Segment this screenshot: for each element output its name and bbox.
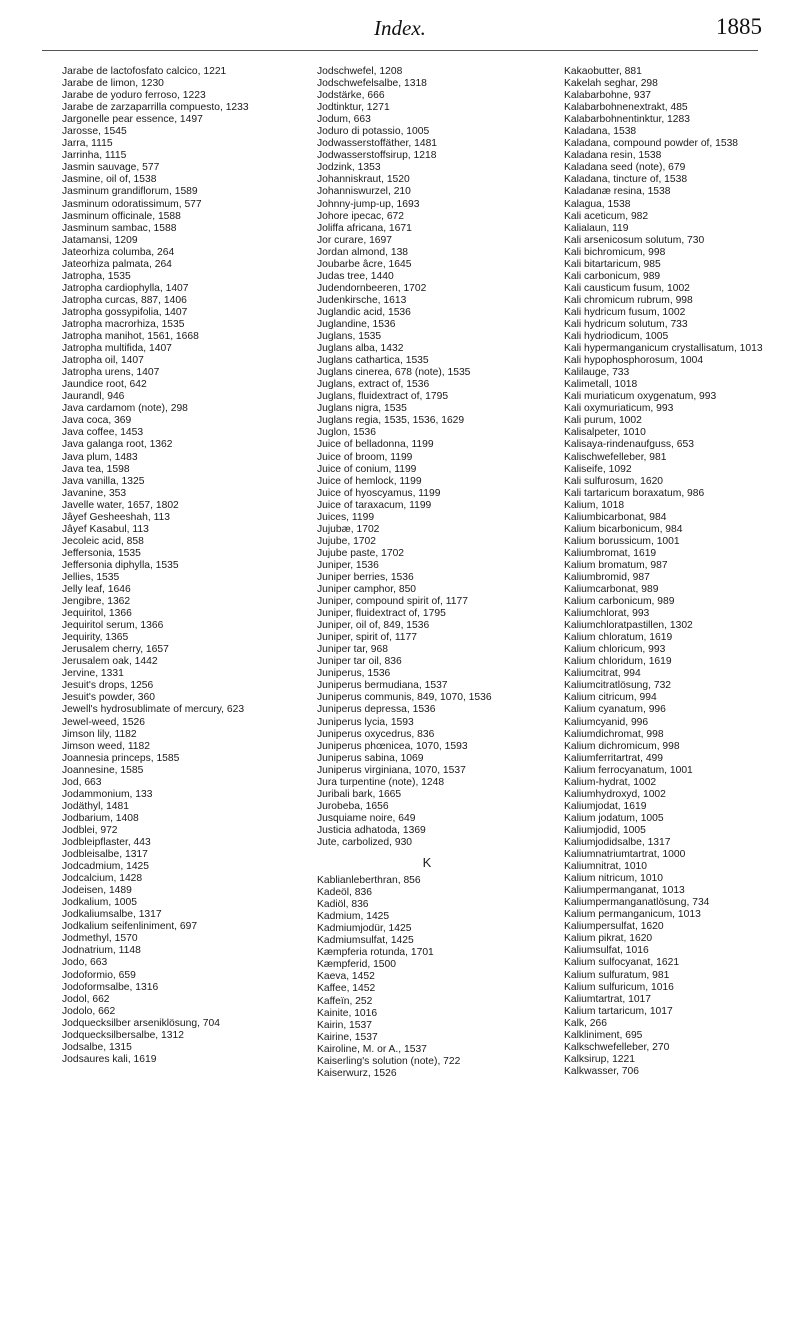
index-entry: Kali purum, 1002 (564, 415, 642, 427)
index-entry: Jasminum grandiflorum, 1589 (62, 186, 198, 198)
index-entry: Justicia adhatoda, 1369 (317, 824, 426, 836)
index-entry: Jasminum officinale, 1588 (62, 210, 181, 222)
index-entry: Jeffersonia, 1535 (62, 547, 141, 559)
index-entry: Jasmine, oil of, 1538 (62, 174, 157, 186)
index-entry: Jarabe de yoduro ferroso, 1223 (62, 90, 206, 102)
page-number: 1885 (716, 14, 762, 39)
index-entry: Kali sulfurosum, 1620 (564, 475, 664, 487)
index-entry: Kalisalpeter, 1010 (564, 427, 646, 439)
index-entry: Java galanga root, 1362 (62, 439, 173, 451)
index-entry: Jute, carbolized, 930 (317, 837, 413, 848)
index-entry: Jarra, 1115 (62, 138, 113, 150)
index-entry: Jatropha multifida, 1407 (62, 343, 172, 355)
index-entry: Jodbleipflaster, 443 (62, 837, 151, 848)
index-entry: Joduro di potassio, 1005 (317, 126, 430, 138)
index-entry: Johore ipecac, 672 (317, 210, 405, 222)
index-entry: Jodoformio, 659 (62, 969, 136, 981)
index-entry: Kalagua, 1538 (564, 198, 631, 210)
index-entry: Juniper, fluidextract of, 1795 (317, 608, 446, 620)
index-entry: Juice of belladonna, 1199 (317, 439, 434, 451)
index-entry: Kali carbonicum, 989 (564, 270, 661, 282)
index-entry: Juglandine, 1536 (317, 318, 396, 330)
index-entry: Jodschwefelsalbe, 1318 (317, 78, 427, 90)
index-entry: Jecoleic acid, 858 (62, 535, 144, 547)
index-entry: Kali chromicum rubrum, 998 (564, 294, 693, 306)
index-entry: Jodquecksilber arseniklösung, 704 (62, 1017, 220, 1029)
index-entry: Juniperus phœnicea, 1070, 1593 (317, 740, 468, 752)
index-entry: Jarabe de lactofosfato calcico, 1221 (62, 66, 227, 77)
index-entry: Kalium sulfocyanat, 1621 (564, 957, 680, 969)
index-entry: Kakaobutter, 881 (564, 66, 642, 77)
index-entry: Kalkliniment, 695 (564, 1029, 643, 1041)
index-entry: Jodbleisalbe, 1317 (62, 849, 148, 861)
index-entry: Kali causticum fusum, 1002 (564, 282, 690, 294)
index-column-3 (564, 66, 796, 1078)
index-entry: Jodcadmium, 1425 (62, 861, 150, 873)
running-title: Index. (374, 16, 426, 40)
index-entry: Jatropha cardiophylla, 1407 (62, 282, 189, 294)
index-entry: Jimson weed, 1182 (62, 740, 150, 752)
index-entry: Juglandic acid, 1536 (317, 306, 411, 318)
index-entry: Juice of hyoscyamus, 1199 (317, 487, 441, 499)
index-entry: Kaliumchloratpastillen, 1302 (564, 620, 693, 632)
index-entry: Juniper berries, 1536 (317, 571, 414, 583)
index-entry: Jurobeba, 1656 (317, 800, 389, 812)
index-entry: Kaladanæ resina, 1538 (564, 186, 671, 198)
index-entry: Jatropha urens, 1407 (62, 367, 160, 379)
index-entry: Kaliumcyanid, 996 (564, 716, 649, 728)
index-entry: Kainite, 1016 (317, 1007, 378, 1019)
index-entry: Judas tree, 1440 (317, 270, 394, 282)
index-entry: Jodeisen, 1489 (62, 885, 132, 897)
index-entry: Jatropha macrorhiza, 1535 (62, 318, 185, 330)
index-entry: Juice of hemlock, 1199 (317, 475, 422, 487)
index-entry: Juglans, extract of, 1536 (317, 379, 430, 391)
index-entry: Jodnatrium, 1148 (62, 945, 141, 957)
index-entry: Juices, 1199 (317, 511, 375, 523)
index-entry: Juniperus, 1536 (317, 668, 391, 680)
index-entry: Juniper, compound spirit of, 1177 (317, 596, 468, 608)
index-entry: Judendornbeeren, 1702 (317, 282, 427, 294)
index-entry: Jodo, 663 (62, 957, 108, 969)
index-entry: Jequiritol, 1366 (62, 608, 132, 620)
index-entry: Kaiserling's solution (note), 722 (317, 1055, 461, 1067)
index-entry: Jarabe de zarzaparrilla compuesto, 1233 (62, 102, 249, 114)
index-entry: Kali hydriodicum, 1005 (564, 331, 669, 343)
page-header (0, 0, 800, 60)
index-entry: Kaliumtartrat, 1017 (564, 993, 651, 1005)
index-entry: Jodwasserstoffsirup, 1218 (317, 150, 437, 162)
index-entry: Jodquecksilbersalbe, 1312 (62, 1029, 184, 1041)
index-entry: Kaiserwurz, 1526 (317, 1067, 397, 1079)
index-entry: Kaliumjodid, 1005 (564, 824, 646, 836)
index-entry: Jod, 663 (62, 776, 102, 788)
index-entry: Kaliumpermanganat, 1013 (564, 885, 685, 897)
index-entry: Jâyef Kasabul, 113 (62, 523, 149, 535)
index-entry: Juribali bark, 1665 (317, 788, 402, 800)
index-entry: Jasminum sambac, 1588 (62, 222, 177, 234)
index-entry: Kaliumpersulfat, 1620 (564, 921, 664, 933)
index-entry: Juglans cathartica, 1535 (317, 355, 429, 367)
index-entry: Jatropha manihot, 1561, 1668 (62, 331, 199, 343)
index-entry: Kali hypophosphorosum, 1004 (564, 355, 704, 367)
index-entry: Jodkalium seifenliniment, 697 (62, 921, 198, 933)
index-entry: Joubarbe âcre, 1645 (317, 258, 412, 270)
index-entry: Jusquiame noire, 649 (317, 812, 416, 824)
index-entry: Jodcalcium, 1428 (62, 873, 143, 885)
index-column-1 (62, 66, 282, 1066)
index-entry: Jelly leaf, 1646 (62, 584, 131, 596)
index-entry: Kalischwefelleber, 981 (564, 451, 667, 463)
index-entry: Juniper tar oil, 836 (317, 656, 402, 668)
index-entry: Kali aceticum, 982 (564, 210, 649, 222)
index-entry: Java cardamom (note), 298 (62, 403, 188, 415)
index-entry: Jengibre, 1362 (62, 596, 131, 608)
index-entry: Juglans nigra, 1535 (317, 403, 407, 415)
index-entry: Juice of taraxacum, 1199 (317, 499, 432, 511)
index-entry: Juniperus bermudiana, 1537 (317, 680, 448, 692)
index-entry: Joannesia princeps, 1585 (62, 752, 180, 764)
index-entry: Kali hydricum fusum, 1002 (564, 306, 686, 318)
index-entry: Kalkschwefelleber, 270 (564, 1041, 670, 1053)
index-entry: Jodsalbe, 1315 (62, 1041, 132, 1053)
index-entry: Kaladana resin, 1538 (564, 150, 662, 162)
index-entry: Kaffeïn, 252 (317, 995, 373, 1007)
index-entry: Juniperus virginiana, 1070, 1537 (317, 764, 466, 776)
index-entry: Jatropha gossypifolia, 1407 (62, 306, 188, 318)
index-entry: Jatamansi, 1209 (62, 234, 138, 246)
index-entry: Kalium bicarbonicum, 984 (564, 523, 683, 535)
header-rule (42, 50, 758, 51)
index-entry: Jodäthyl, 1481 (62, 800, 129, 812)
index-entry: Kaliumchlorat, 993 (564, 608, 650, 620)
index-entry: Kalium jodatum, 1005 (564, 812, 664, 824)
index-entry: Kaliumjodidsalbe, 1317 (564, 837, 671, 848)
index-entry: Kairin, 1537 (317, 1019, 372, 1031)
index-entry: Jarosse, 1545 (62, 126, 127, 138)
index-entry: Kali hypermanganicum crystallisatum, 1013 (564, 343, 763, 355)
index-entry: Kadmium, 1425 (317, 911, 390, 923)
index-entry: Jodwasserstoffäther, 1481 (317, 138, 438, 150)
index-entry: Juglans, 1535 (317, 331, 382, 343)
index-entry: Kaliumdichromat, 998 (564, 728, 664, 740)
index-entry: Kaladana, tincture of, 1538 (564, 174, 688, 186)
index-entry: Kalabarbohnenextrakt, 485 (564, 102, 688, 114)
index-entry: Kali bichromicum, 998 (564, 246, 666, 258)
index-entry: Jodol, 662 (62, 993, 110, 1005)
index-entry: Jervine, 1331 (62, 668, 124, 680)
index-entry: Jatropha curcas, 887, 1406 (62, 294, 187, 306)
index-entry: Juniperus sabina, 1069 (317, 752, 424, 764)
index-entry: Kalium carbonicum, 989 (564, 596, 675, 608)
index-entry: Jodoformsalbe, 1316 (62, 981, 159, 993)
index-entry: Kadmiumjodür, 1425 (317, 923, 412, 935)
index-entry: Kalium bromatum, 987 (564, 559, 668, 571)
index-entry: Kaliumcitratlösung, 732 (564, 680, 672, 692)
index-entry: Juniper, spirit of, 1177 (317, 632, 417, 644)
index-entry: Jatropha oil, 1407 (62, 355, 144, 367)
index-entry: Juice of conium, 1199 (317, 463, 417, 475)
index-entry: Juniper, oil of, 849, 1536 (317, 620, 430, 632)
index-entry: Kali muriaticum oxygenatum, 993 (564, 391, 717, 403)
index-entry: Kalium sulfuratum, 981 (564, 969, 670, 981)
index-entry: Kalium chloridum, 1619 (564, 656, 672, 668)
index-entry: Kairoline, M. or A., 1537 (317, 1043, 427, 1055)
index-entry: Jasmin sauvage, 577 (62, 162, 160, 174)
index-entry: Jordan almond, 138 (317, 246, 409, 258)
index-entry: Jesuit's drops, 1256 (62, 680, 154, 692)
index-entry: Jargonelle pear essence, 1497 (62, 114, 203, 126)
index-entry: Jewel-weed, 1526 (62, 716, 145, 728)
index-entry: Jequirity, 1365 (62, 632, 129, 644)
index-entry: Java plum, 1483 (62, 451, 138, 463)
index-entry: Java tea, 1598 (62, 463, 130, 475)
index-entry: Kalilauge, 733 (564, 367, 630, 379)
index-entry: Jodolo, 662 (62, 1005, 116, 1017)
index-entry: Kalk, 266 (564, 1017, 607, 1029)
index-entry: Jellies, 1535 (62, 571, 120, 583)
index-entry: Kaliumbromat, 1619 (564, 547, 657, 559)
index-entry: Kalium borussicum, 1001 (564, 535, 680, 547)
index-entry: Kali hydricum solutum, 733 (564, 318, 688, 330)
index-entry: Kalium citricum, 994 (564, 692, 657, 704)
index-entry: Kaliumferritartrat, 499 (564, 752, 664, 764)
index-entry: Kablianleberthran, 856 (317, 875, 421, 887)
index-entry: Jeffersonia diphylla, 1535 (62, 559, 179, 571)
index-entry: Kalium chloricum, 993 (564, 644, 666, 656)
index-entry: Jujube paste, 1702 (317, 547, 405, 559)
index-entry: Kalabarbohnentinktur, 1283 (564, 114, 690, 126)
index-entry: Java vanilla, 1325 (62, 475, 145, 487)
index-entry: Jodkalium, 1005 (62, 897, 137, 909)
index-entry: Java coffee, 1453 (62, 427, 144, 439)
index-entry: Kalium chloratum, 1619 (564, 632, 673, 644)
index-entry: Kadeöl, 836 (317, 887, 372, 899)
index-entry: Kalium, 1018 (564, 499, 625, 511)
index-column-2 (317, 66, 537, 1080)
index-entry: Juniper camphor, 850 (317, 584, 417, 596)
index-entry: Kalksirup, 1221 (564, 1053, 635, 1065)
index-entry: Jarrinha, 1115 (62, 150, 127, 162)
index-entry: Kadmiumsulfat, 1425 (317, 935, 414, 947)
index-entry: Jaurandl, 946 (62, 391, 125, 403)
index-entry: Kaliumnitrat, 1010 (564, 861, 647, 873)
index-entry: Johanniswurzel, 210 (317, 186, 411, 198)
index-entry: Kalium permanganicum, 1013 (564, 909, 701, 921)
index-entry: Jodstärke, 666 (317, 90, 385, 102)
index-entry: Juglans alba, 1432 (317, 343, 404, 355)
index-entry: Kali oxymuriaticum, 993 (564, 403, 674, 415)
index-entry: Jujube, 1702 (317, 535, 376, 547)
index-entry: Kalium-hydrat, 1002 (564, 776, 657, 788)
index-entry: Kalium pikrat, 1620 (564, 933, 653, 945)
index-entry: Kadiöl, 836 (317, 899, 369, 911)
index-entry: Kaliumbicarbonat, 984 (564, 511, 667, 523)
index-entry: Johnny-jump-up, 1693 (317, 198, 420, 210)
index-entry: Kaliumcitrat, 994 (564, 668, 641, 680)
index-entry: Joannesine, 1585 (62, 764, 144, 776)
index-entry: Juniper, 1536 (317, 559, 379, 571)
index-entry: Kaliumsulfat, 1016 (564, 945, 649, 957)
index-entry: Jodammonium, 133 (62, 788, 153, 800)
index-entry: Juglans, fluidextract of, 1795 (317, 391, 449, 403)
index-entry: Kaliumpermanganatlösung, 734 (564, 897, 710, 909)
index-entry: Kalium dichromicum, 998 (564, 740, 680, 752)
index-entry: Jimson lily, 1182 (62, 728, 137, 740)
index-entry: Judenkirsche, 1613 (317, 294, 407, 306)
index-entry: Kæmpferid, 1500 (317, 959, 396, 971)
index-entry: Johanniskraut, 1520 (317, 174, 410, 186)
index-entry: Kæmpferia rotunda, 1701 (317, 947, 434, 959)
index-entry: Jor curare, 1697 (317, 234, 392, 246)
index-entry: Juice of broom, 1199 (317, 451, 413, 463)
index-entry: Kaffee, 1452 (317, 983, 376, 995)
index-entry: Juglans regia, 1535, 1536, 1629 (317, 415, 465, 427)
index-entry: Jodblei, 972 (62, 824, 118, 836)
index-entry: Jaundice root, 642 (62, 379, 147, 391)
index-entry: Jerusalem cherry, 1657 (62, 644, 169, 656)
index-entry: Jatropha, 1535 (62, 270, 131, 282)
index-entry: Kalkwasser, 706 (564, 1065, 639, 1077)
index-entry: Jodum, 663 (317, 114, 371, 126)
index-entry: Jodbarium, 1408 (62, 812, 139, 824)
index-entry: Jequiritol serum, 1366 (62, 620, 164, 632)
index-entry: Kairine, 1537 (317, 1031, 378, 1043)
index-entry: Juniperus lycia, 1593 (317, 716, 414, 728)
index-entry: Kalabarbohne, 937 (564, 90, 652, 102)
index-entry: Kalium sulfuricum, 1016 (564, 981, 674, 993)
index-entry: Jateorhiza columba, 264 (62, 246, 175, 258)
index-entry: Kaeva, 1452 (317, 971, 375, 983)
index-entry: Kaladana, 1538 (564, 126, 637, 138)
index-entry: Kali tartaricum boraxatum, 986 (564, 487, 705, 499)
index-entry: Kaliumbromid, 987 (564, 571, 650, 583)
index-entry: Jodschwefel, 1208 (317, 66, 403, 77)
index-entry: Kaliumnatriumtartrat, 1000 (564, 849, 686, 861)
index-entry: Kaliumjodat, 1619 (564, 800, 647, 812)
index-entry: Kalium tartaricum, 1017 (564, 1005, 673, 1017)
section-letter: K (422, 855, 432, 871)
index-entry: Kaladana seed (note), 679 (564, 162, 686, 174)
index-entry: Kalium nitricum, 1010 (564, 873, 664, 885)
index-entry: Kaliumcarbonat, 989 (564, 584, 659, 596)
index-entry: Jarabe de limon, 1230 (62, 78, 164, 90)
index-entry: Jodzink, 1353 (317, 162, 381, 174)
index-entry: Javanine, 353 (62, 487, 127, 499)
index-entry: Joliffa africana, 1671 (317, 222, 412, 234)
index-entry: Kaliumhydroxyd, 1002 (564, 788, 666, 800)
index-entry: Jerusalem oak, 1442 (62, 656, 158, 668)
index-entry: Juglans cinerea, 678 (note), 1535 (317, 367, 471, 379)
index-entry: Javelle water, 1657, 1802 (62, 499, 179, 511)
index-entry: Jesuit's powder, 360 (62, 692, 155, 704)
index-entry: Juniperus communis, 849, 1070, 1536 (317, 692, 492, 704)
index-entry: Jujubæ, 1702 (317, 523, 380, 535)
index-entry: Jodmethyl, 1570 (62, 933, 138, 945)
index-entry: Juniperus depressa, 1536 (317, 704, 436, 716)
index-entry: Jateorhiza palmata, 264 (62, 258, 172, 270)
index-entry: Jodtinktur, 1271 (317, 102, 390, 114)
index-entry: Java coca, 369 (62, 415, 132, 427)
index-entry: Kalisaya-rindenaufguss, 653 (564, 439, 694, 451)
index-entry: Kalialaun, 119 (564, 222, 629, 234)
index-entry: Jâyef Gesheeshah, 113 (62, 511, 171, 523)
index-entry: Kaliseife, 1092 (564, 463, 632, 475)
index-entry: Kali arsenicosum solutum, 730 (564, 234, 705, 246)
index-entry: Kalium ferrocyanatum, 1001 (564, 764, 693, 776)
index-entry: Kalium cyanatum, 996 (564, 704, 666, 716)
index-entry: Kaladana, compound powder of, 1538 (564, 138, 739, 150)
index-entry: Kali bitartaricum, 985 (564, 258, 661, 270)
index-entry: Juniperus oxycedrus, 836 (317, 728, 435, 740)
index-entry: Jasminum odoratissimum, 577 (62, 198, 202, 210)
index-entry: Juniper tar, 968 (317, 644, 388, 656)
index-entry: Juglon, 1536 (317, 427, 376, 439)
index-entry: Kalimetall, 1018 (564, 379, 638, 391)
index-entry: Jewell's hydrosublimate of mercury, 623 (62, 704, 245, 716)
index-entry: Jodkaliumsalbe, 1317 (62, 909, 162, 921)
index-entry: Kakelah seghar, 298 (564, 78, 658, 90)
index-entry: Jodsaures kali, 1619 (62, 1053, 157, 1065)
index-entry: Jura turpentine (note), 1248 (317, 776, 445, 788)
